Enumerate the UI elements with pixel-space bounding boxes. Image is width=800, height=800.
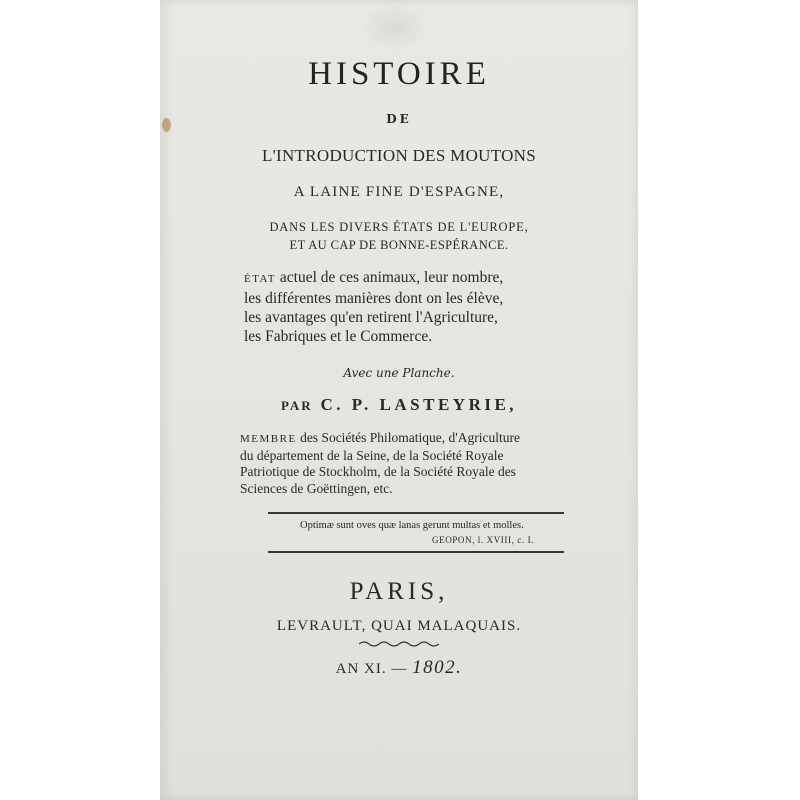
author-line — [160, 395, 638, 415]
title-page — [160, 0, 638, 800]
book-title: HISTOIRE — [308, 56, 490, 92]
par-word: PAR — [280, 398, 313, 413]
title-introduction: L'INTRODUCTION DES MOUTONS — [261, 146, 537, 165]
title-de: DE — [386, 112, 412, 126]
year-prefix: AN XI. — — [335, 661, 413, 677]
membership-line: MEMBRE des Sociétés Philomatique, d'Agriculture — [240, 430, 520, 445]
membership-line: Sciences de Goëttingen, etc. — [240, 480, 393, 496]
bottom-rule — [268, 551, 564, 553]
imprint-city: PARIS, — [349, 578, 449, 605]
description-line: les différentes manières dont on les élève, — [244, 290, 504, 307]
membership-block — [240, 430, 520, 497]
membership-line: Patriotique de Stockholm, de la Société Royale des — [240, 464, 516, 479]
etat-small-caps: ÉTAT — [244, 273, 277, 285]
ornamental-wave-rule — [359, 640, 439, 648]
author-name: C. P. LASTEYRIE, — [320, 395, 518, 414]
membre-small-caps: MEMBRE — [240, 433, 297, 445]
imprint-publisher: LEVRAULT, QUAI MALAQUAIS. — [276, 618, 522, 634]
imprint-date — [160, 657, 638, 679]
description-line: ÉTAT actuel de ces animaux, leur nombre, — [244, 269, 504, 286]
description-block — [244, 268, 503, 346]
ink-bleed-through — [360, 2, 430, 52]
top-rule — [268, 512, 564, 514]
title-laine: A LAINE FINE D'ESPAGNE, — [293, 184, 505, 200]
latin-motto: Optimæ sunt oves quæ lanas gerunt multas et molles. — [300, 520, 524, 531]
motto-source: GEOPON, l. XVIII, c. I. — [432, 535, 535, 545]
title-divers-etats: DANS LES DIVERS ÉTATS DE L'EUROPE, — [269, 220, 529, 234]
title-cap: ET AU CAP DE BONNE-ESPÉRANCE. — [289, 238, 509, 252]
description-line: les Fabriques et le Commerce. — [244, 328, 433, 345]
description-line: les avantages qu'en retirent l'Agriculture, — [244, 309, 498, 326]
membership-line: du département de la Seine, de la Société Royale — [240, 447, 504, 463]
year: 1802. — [412, 657, 463, 678]
planche-note: Avec une Planche. — [343, 366, 455, 380]
